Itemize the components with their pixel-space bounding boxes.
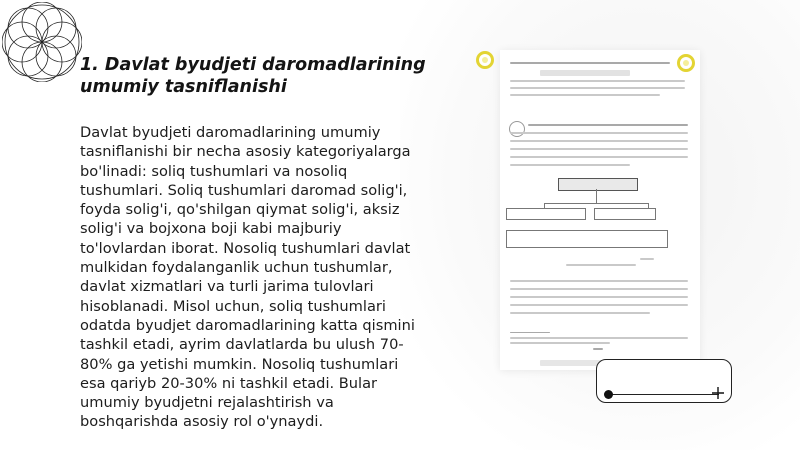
widget-line: [609, 394, 719, 395]
document-image: [500, 50, 700, 370]
timeline-widget: [596, 359, 732, 403]
slide-title: 1. Davlat byudjeti daromadlarining umumiy tasniflanishi: [80, 55, 426, 97]
widget-dot: [604, 390, 613, 399]
slide-body-text: Davlat byudjeti daromadlarining umumiy tasniflanishi bir necha asosiy kategoriyalarga bo'linadi: soliq tushumlari va nosoliq tushumlari. Soliq tushumlari daromad solig'i, foyda solig'i, qo'shilgan qiymat solig'i, aksiz solig'i va bojxona boji kabi majburiy to'lovlardan iborat. Nosoliq tushumlari davlat mulkidan foydalanganlik uchun tushumlar, davlat xizmatlari va turli jarima tulovlari hisoblanadi. Misol uchun, soliq tushumlari odatda byudjet daromadlarining katta qismini tashkil etadi, ayrim davlatlarda bu ulush 70-80% ga yetishi mumkin. Nosoliq tushumlari esa qariyb 20-30% ni tashkil etadi. Bular umumiy byudjetni rejalashtirish va boshqarishda asosiy rol o'ynaydi.: [80, 124, 415, 431]
spirograph-icon: [2, 2, 82, 82]
pin-icon: [476, 51, 494, 69]
plus-icon: [711, 386, 725, 400]
pin-icon: [677, 54, 695, 72]
document-circle-mark: [509, 121, 525, 137]
